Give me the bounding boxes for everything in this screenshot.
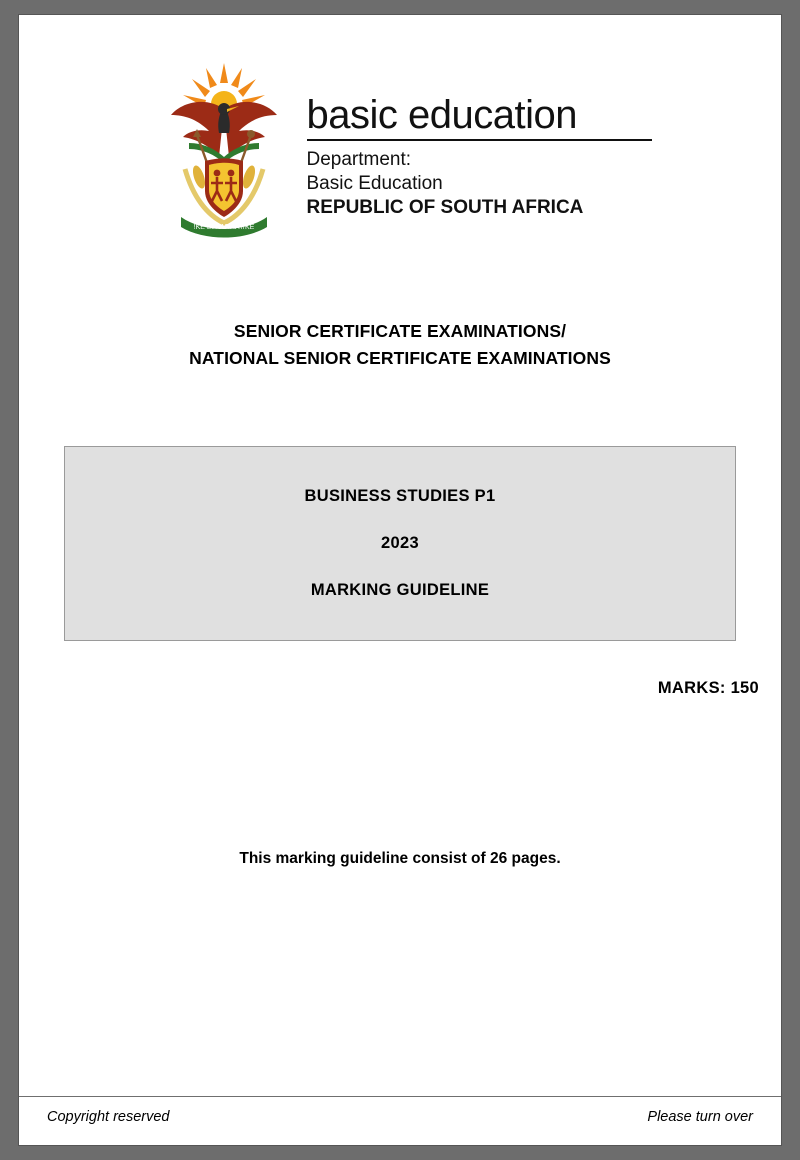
exam-heading	[19, 318, 781, 372]
brand-title: basic education	[306, 93, 577, 137]
department-wordmark	[307, 57, 652, 220]
exam-heading-line-1: SENIOR CERTIFICATE EXAMINATIONS/	[233, 321, 567, 341]
brand-underline	[307, 139, 652, 141]
south-africa-coat-of-arms-icon	[159, 57, 289, 242]
page-footer	[47, 1109, 753, 1125]
marks-total: MARKS: 150	[657, 679, 759, 697]
page-count-note: This marking guideline consist of 26 pages.	[239, 850, 561, 867]
footer-turn-over: Please turn over	[647, 1109, 753, 1125]
exam-heading-line-2: NATIONAL SENIOR CERTIFICATE EXAMINATIONS	[189, 348, 611, 368]
exam-year: 2023	[381, 534, 419, 552]
department-line-3: REPUBLIC OF SOUTH AFRICA	[306, 197, 584, 218]
document-page	[18, 14, 782, 1146]
subject-name: BUSINESS STUDIES P1	[304, 487, 496, 505]
page-content	[19, 15, 781, 1145]
document-type: MARKING GUIDELINE	[310, 581, 490, 599]
footer-divider	[19, 1096, 781, 1097]
department-line-2: Basic Education	[306, 173, 443, 194]
department-line-1: Department:	[306, 149, 412, 170]
subject-box	[64, 446, 736, 641]
footer-copyright: Copyright reserved	[47, 1109, 170, 1125]
svg-text:!KE E:/XARRA //KE: !KE E:/XARRA //KE	[193, 224, 254, 231]
document-header	[19, 15, 781, 242]
